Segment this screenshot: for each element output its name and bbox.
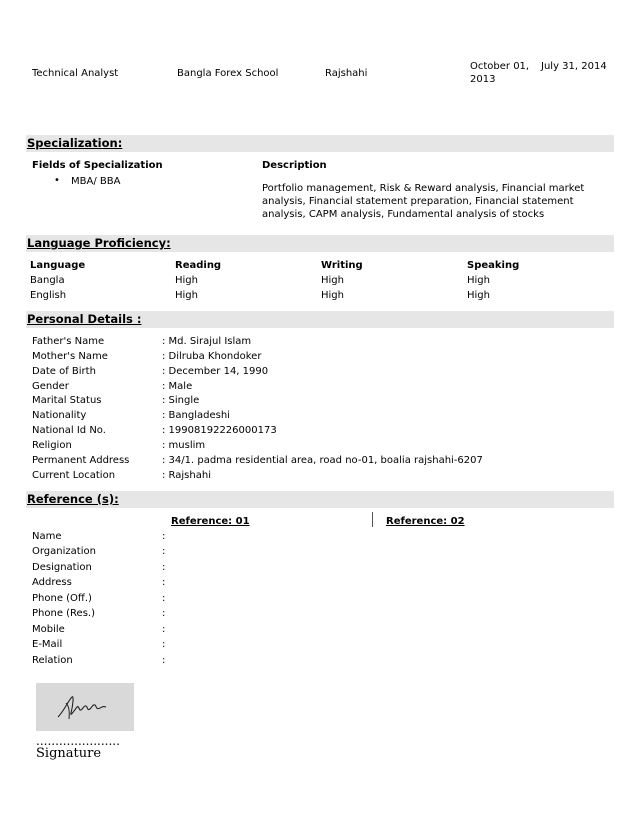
personal-label: National Id No. [32, 425, 106, 436]
reference-colon: : [162, 577, 166, 588]
language-cell: High [175, 275, 198, 286]
reference-colon: : [162, 655, 166, 666]
personal-value: : 34/1. padma residential area, road no-01, boalia rajshahi-6207 [162, 455, 483, 466]
reference-label: Name [32, 531, 62, 542]
employment-organization: Bangla Forex School [177, 68, 279, 79]
personal-section-bar [26, 311, 614, 328]
language-cell: High [175, 290, 198, 301]
personal-value: : Rajshahi [162, 470, 211, 481]
reference-label: Organization [32, 546, 96, 557]
language-cell: High [467, 275, 490, 286]
reference-label: Relation [32, 655, 73, 666]
personal-value: : Single [162, 395, 200, 406]
language-title: Language Proficiency: [27, 236, 171, 250]
fields-of-specialization-header: Fields of Specialization [32, 160, 163, 171]
employment-location: Rajshahi [325, 68, 368, 79]
personal-label: Mother's Name [32, 351, 108, 362]
description-header: Description [262, 160, 327, 171]
reference-section-bar [26, 491, 614, 508]
personal-title: Personal Details : [27, 312, 142, 326]
reference-colon: : [162, 639, 166, 650]
specialization-title: Specialization: [27, 136, 123, 150]
language-cell: High [467, 290, 490, 301]
personal-label: Date of Birth [32, 366, 96, 377]
reference-02-header: Reference: 02 [386, 516, 465, 527]
personal-label: Marital Status [32, 395, 102, 406]
personal-label: Permanent Address [32, 455, 130, 466]
reference-colon: : [162, 546, 166, 557]
reference-label: Phone (Off.) [32, 593, 92, 604]
reference-colon: : [162, 531, 166, 542]
language-cell: Bangla [30, 275, 65, 286]
personal-label: Current Location [32, 470, 116, 481]
language-header-language: Language [30, 260, 86, 271]
language-section-bar [26, 235, 614, 252]
specialization-section-bar [26, 135, 614, 152]
reference-divider [372, 512, 373, 527]
personal-label: Nationality [32, 410, 87, 421]
signature-dots: ...................... [36, 734, 120, 748]
reference-colon: : [162, 562, 166, 573]
reference-colon: : [162, 608, 166, 619]
personal-value: : Bangladeshi [162, 410, 230, 421]
signature-label: Signature [36, 746, 102, 761]
personal-value: : 19908192226000173 [162, 425, 277, 436]
employment-row [0, 60, 638, 90]
employment-from-date: October 01, 2013 [470, 61, 530, 85]
specialization-description: Portfolio management, Risk & Reward analysis, Financial market analysis, Financial statement preparation, Financial statement analysis, CAPM analysis, Fundamental analysis of stocks [262, 183, 585, 220]
reference-label: Designation [32, 562, 92, 573]
personal-label: Religion [32, 440, 72, 451]
language-cell: English [30, 290, 67, 301]
personal-value: : Md. Sirajul Islam [162, 336, 252, 347]
personal-value: : Dilruba Khondoker [162, 351, 262, 362]
personal-value: : December 14, 1990 [162, 366, 269, 377]
reference-label: Address [32, 577, 72, 588]
reference-label: E-Mail [32, 639, 63, 650]
reference-label: Phone (Res.) [32, 608, 95, 619]
language-header-speaking: Speaking [467, 260, 520, 271]
language-cell: High [321, 290, 344, 301]
language-cell: High [321, 275, 344, 286]
reference-colon: : [162, 624, 166, 635]
employment-to-date: July 31, 2014 [541, 61, 607, 72]
reference-colon: : [162, 593, 166, 604]
employment-designation: Technical Analyst [32, 68, 119, 79]
personal-value: : Male [162, 381, 193, 392]
reference-label: Mobile [32, 624, 65, 635]
specialization-field: MBA/ BBA [71, 176, 121, 187]
reference-01-header: Reference: 01 [171, 516, 250, 527]
personal-label: Gender [32, 381, 69, 392]
signature-scribble-icon [36, 683, 134, 731]
bullet-icon: • [54, 175, 60, 186]
language-header-writing: Writing [321, 260, 363, 271]
signature-image [36, 683, 134, 731]
personal-value: : muslim [162, 440, 206, 451]
personal-label: Father's Name [32, 336, 105, 347]
language-header-reading: Reading [175, 260, 222, 271]
reference-title: Reference (s): [27, 492, 119, 506]
